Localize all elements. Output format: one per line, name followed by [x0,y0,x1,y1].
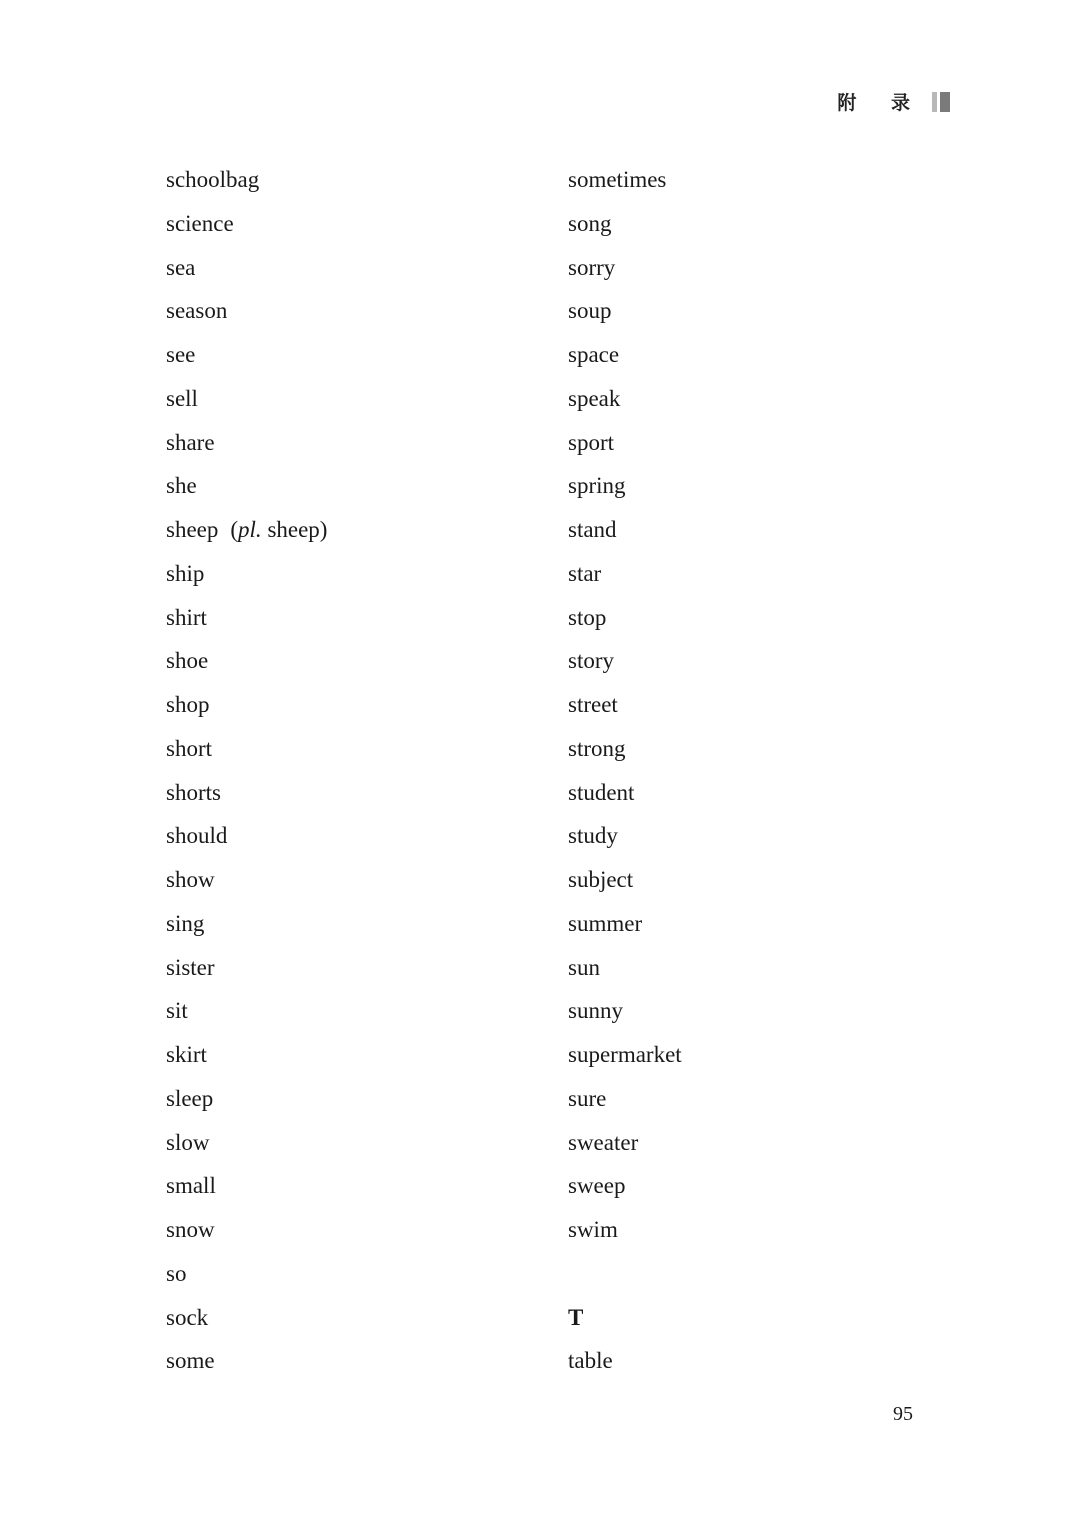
word-text: sock [166,1304,209,1330]
word-text: street [568,692,618,717]
section-letter [568,1296,682,1340]
word-entry [166,1208,327,1252]
plural-note [230,517,327,542]
word-text: sit [166,998,188,1024]
word-entry [568,814,682,858]
word-text: subject [568,867,634,892]
word-entry [166,639,327,683]
word-text: sun [568,954,600,980]
word-entry [568,1121,682,1165]
word-text: shorts [166,779,221,805]
word-entry [568,683,682,727]
word-entry [166,552,327,596]
word-text: sweater [568,1129,639,1155]
word-entry [568,946,682,990]
word-entry [166,683,327,727]
section-letter-text: T [568,1304,584,1330]
word-entry [166,1164,327,1208]
word-entry [568,1208,682,1252]
word-entry [166,814,327,858]
word-text: stop [568,604,607,630]
word-text: strong [568,735,626,761]
word-entry [568,377,682,421]
word-entry [166,1296,327,1340]
word-entry [166,946,327,990]
word-entry [166,989,327,1033]
word-entry [166,333,327,377]
plural-note-abbr: pl. [238,517,262,542]
word-entry [568,421,682,465]
word-entry [568,902,682,946]
word-entry [568,989,682,1033]
word-entry [166,902,327,946]
word-text: some [166,1348,215,1374]
word-entry [166,289,327,333]
word-text: sea [166,254,196,280]
word-text: season [166,298,228,324]
word-entry [166,421,327,465]
word-entry [166,1121,327,1165]
word-text: science [166,210,234,236]
word-text: student [568,779,635,805]
word-text: short [166,735,212,761]
word-entry [568,158,682,202]
word-text: see [166,342,196,367]
word-entry [568,1077,682,1121]
word-entry [166,1033,327,1077]
word-text: sing [166,910,205,936]
word-text: table [568,1348,613,1374]
word-text: star [568,560,602,586]
word-entry [568,1164,682,1208]
word-text: she [166,473,197,499]
word-entry [166,464,327,508]
page-number: 95 [893,1403,913,1425]
word-entry [568,771,682,815]
word-text: shoe [166,648,209,674]
word-entry [166,202,327,246]
word-text: sleep [166,1085,214,1111]
word-text: supermarket [568,1042,682,1067]
word-text: sister [166,954,215,980]
word-text: show [166,867,215,892]
word-text: speak [568,385,621,411]
word-entry [166,508,327,552]
word-entry [568,1033,682,1077]
word-text: so [166,1260,187,1286]
word-entry [568,289,682,333]
word-text: swim [568,1217,618,1242]
word-entry [568,508,682,552]
word-entry [568,202,682,246]
word-text: summer [568,910,643,936]
word-entry [568,1252,682,1296]
word-list-right [568,158,682,1383]
word-text: schoolbag [166,167,260,192]
word-entry [568,1339,682,1383]
word-entry [166,246,327,290]
word-entry [166,377,327,421]
word-text: sweep [568,1173,626,1199]
word-entry [166,596,327,640]
word-text: sometimes [568,167,667,192]
header-title: 附 录 [837,92,924,114]
word-text: sell [166,385,198,411]
word-entry [166,1252,327,1296]
word-entry [166,771,327,815]
word-text: song [568,210,612,236]
word-text: sport [568,429,614,455]
word-entry [166,1339,327,1383]
plural-note-form: sheep) [261,517,328,542]
word-text: sheep [166,517,219,542]
word-entry [568,727,682,771]
word-entry [166,1077,327,1121]
word-text: sure [568,1085,607,1111]
word-text: snow [166,1217,215,1242]
word-text: skirt [166,1042,207,1067]
word-text: sorry [568,254,616,280]
word-entry [166,858,327,902]
word-entry [568,246,682,290]
word-entry [166,158,327,202]
word-text: study [568,823,618,849]
word-text: slow [166,1129,210,1155]
page-header [837,88,950,115]
word-entry [568,552,682,596]
word-entry [568,333,682,377]
plural-note-open: ( [230,517,239,542]
word-entry [166,727,327,771]
word-text: should [166,823,228,849]
word-entry [568,464,682,508]
header-bar-thick [940,92,950,112]
word-text: shop [166,692,210,717]
word-entry [568,596,682,640]
word-text: sunny [568,998,623,1024]
word-text: share [166,429,215,455]
word-text: shirt [166,604,207,630]
word-text: spring [568,473,626,499]
word-text: soup [568,298,612,324]
word-list-left [166,158,327,1383]
word-text: story [568,648,614,674]
word-text: space [568,342,620,367]
word-text: stand [568,517,617,542]
word-entry [568,639,682,683]
word-text: small [166,1173,216,1199]
word-entry [568,858,682,902]
header-bar-thin [932,92,937,112]
word-text: ship [166,560,205,586]
header-bars-ornament [932,91,950,113]
